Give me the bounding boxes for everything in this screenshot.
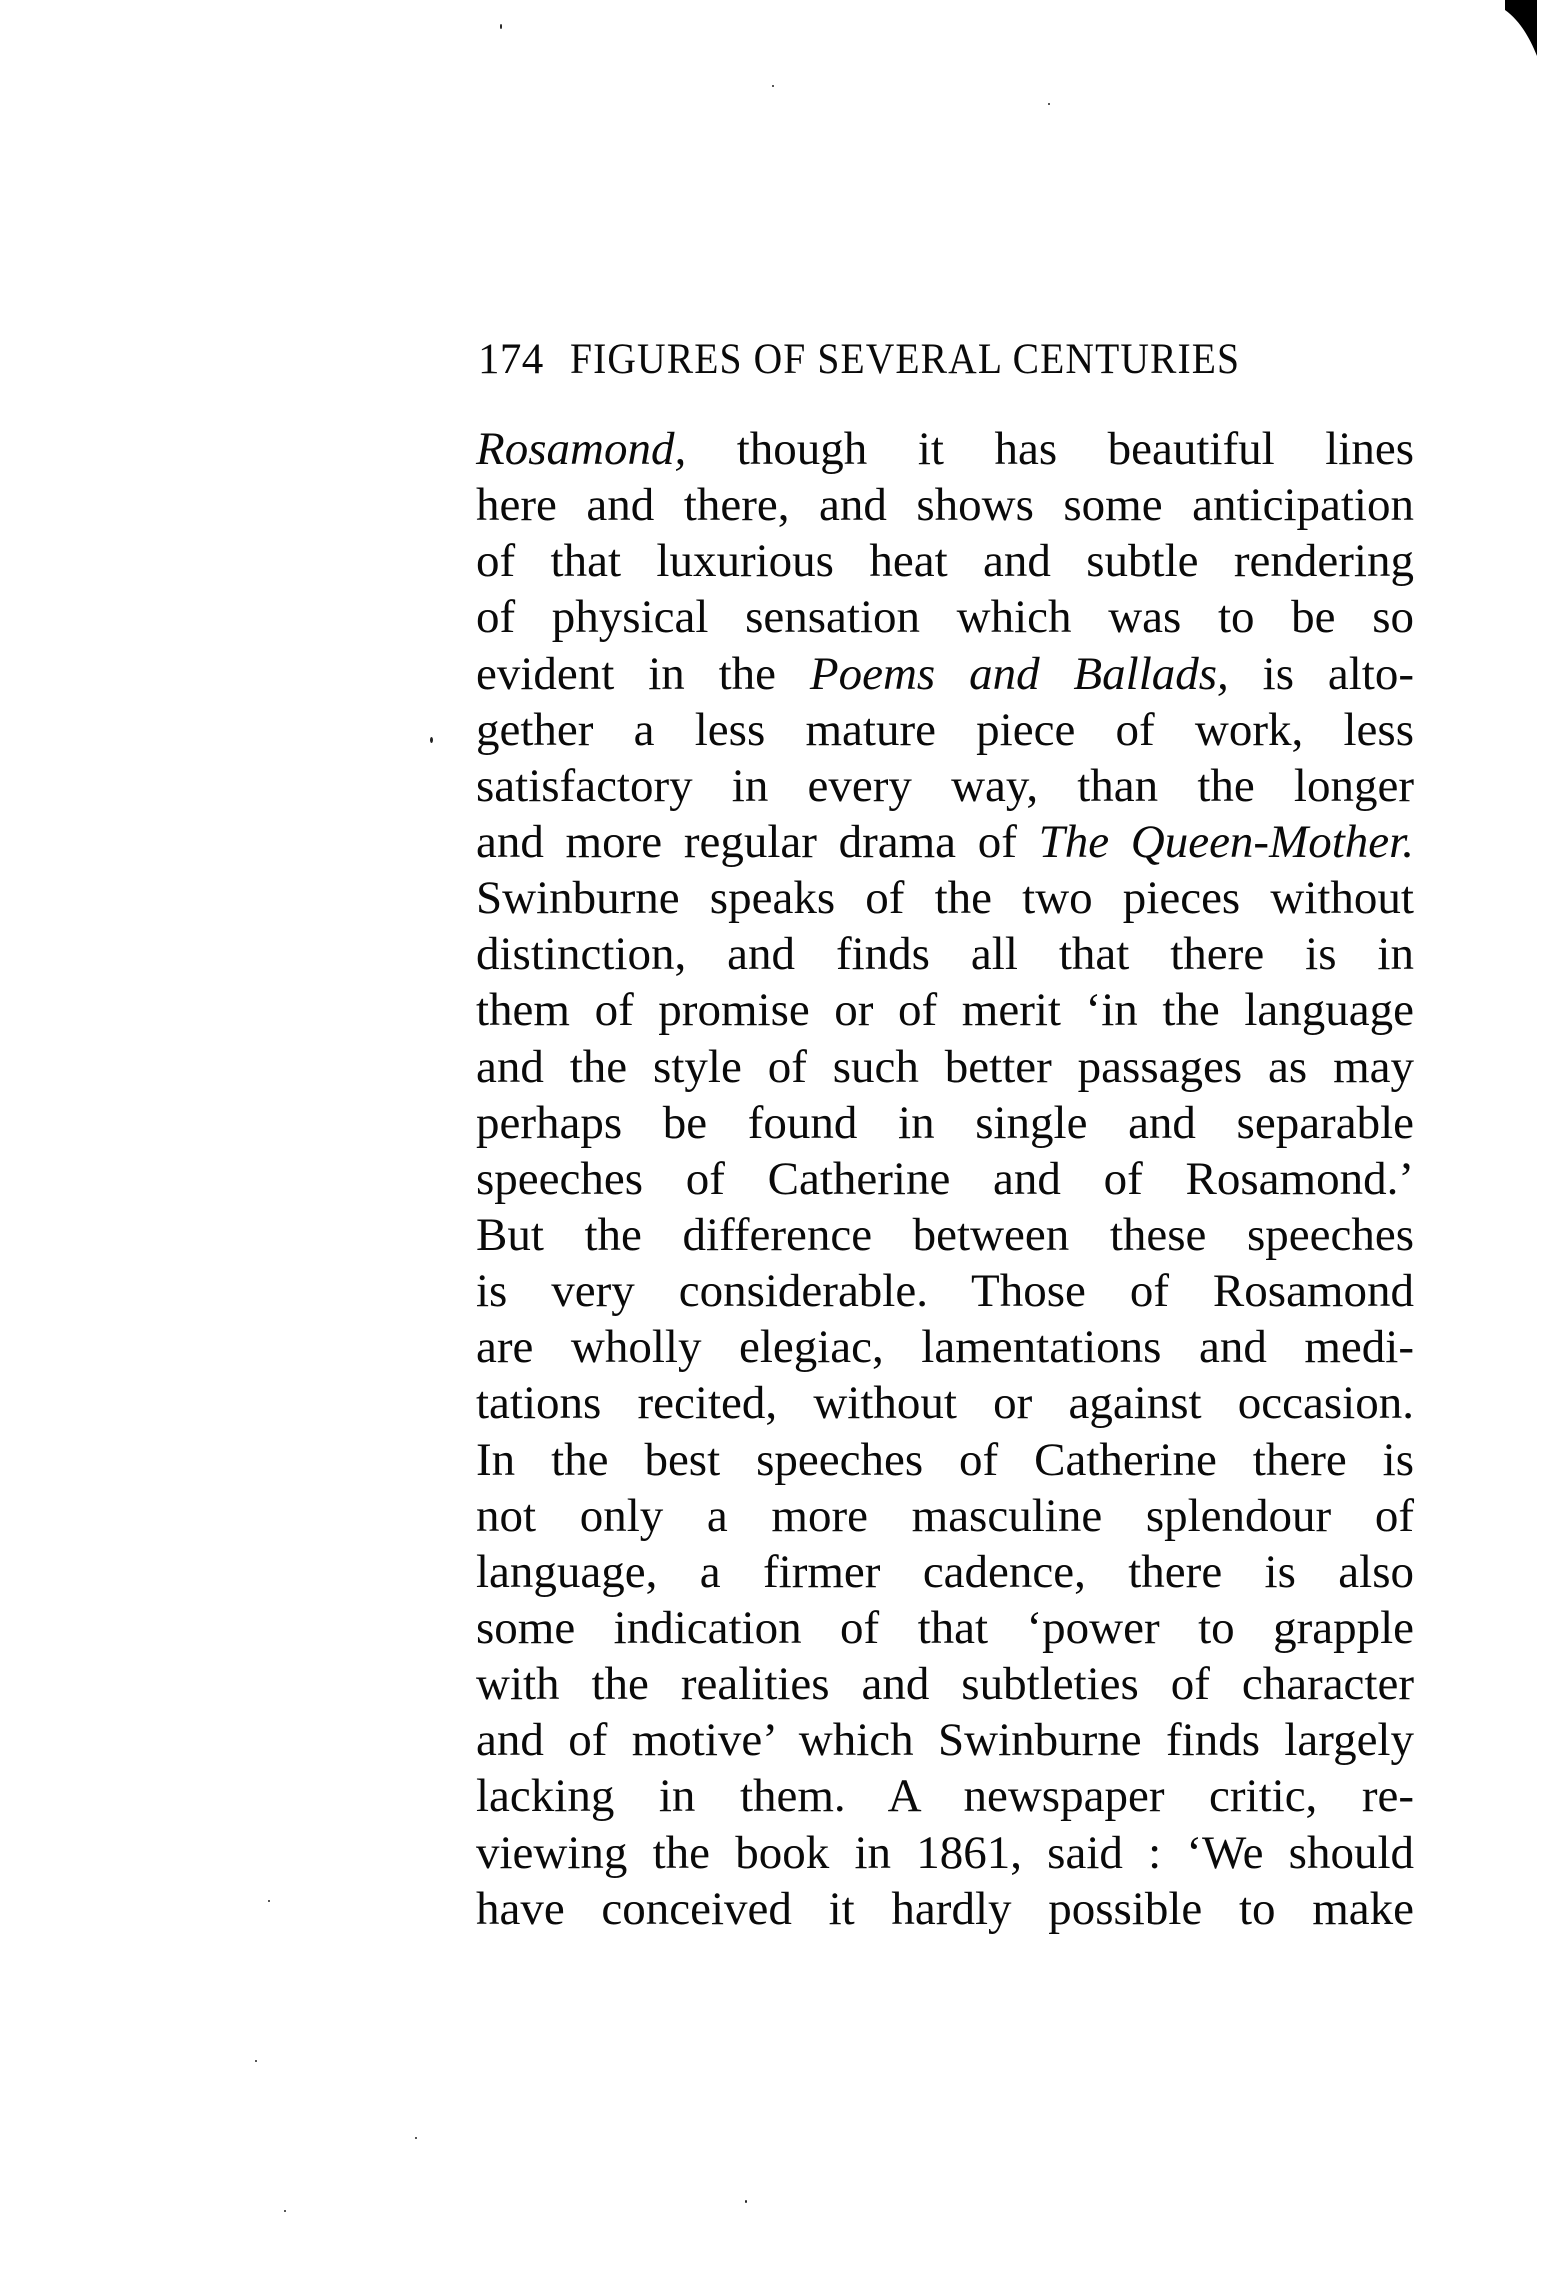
text-line bbox=[476, 1263, 1414, 1319]
text-segment: here and there, and shows some anticipation bbox=[476, 479, 1414, 532]
text-segment: is alto- bbox=[1228, 647, 1414, 700]
margin-speck bbox=[1048, 103, 1050, 105]
text-segment: distinction, and finds all that there is in bbox=[476, 928, 1414, 981]
text-segment: tations recited, without or against occasion. bbox=[476, 1377, 1414, 1430]
text-line bbox=[476, 589, 1414, 645]
text-line bbox=[476, 421, 1414, 477]
margin-speck bbox=[500, 24, 502, 29]
text-segment: perhaps be found in single and separable bbox=[476, 1096, 1414, 1149]
text-segment: and the style of such better passages as may bbox=[476, 1040, 1414, 1093]
text-segment: with the realities and subtleties of character bbox=[476, 1658, 1414, 1711]
margin-speck bbox=[772, 85, 774, 87]
text-segment: Swinburne speaks of the two pieces without bbox=[476, 872, 1414, 925]
text-line bbox=[476, 477, 1414, 533]
text-line bbox=[476, 1656, 1414, 1712]
text-segment: But the difference between these speeches bbox=[476, 1208, 1414, 1261]
text-segment: not only a more masculine splendour of bbox=[476, 1489, 1414, 1542]
text-segment: of that luxurious heat and subtle rendering bbox=[476, 535, 1414, 588]
italic-title-text: The Queen-Mother. bbox=[1038, 815, 1414, 868]
text-segment: is very considerable. Those of Rosamond bbox=[476, 1265, 1414, 1318]
text-line bbox=[476, 1544, 1414, 1600]
text-line bbox=[476, 758, 1414, 814]
text-segment: have conceived it hardly possible to make bbox=[476, 1882, 1414, 1935]
text-line bbox=[476, 814, 1414, 870]
text-line bbox=[476, 1432, 1414, 1488]
text-segment: some indication of that ‘power to grapple bbox=[476, 1601, 1414, 1654]
text-line bbox=[476, 1151, 1414, 1207]
text-segment: language, a firmer cadence, there is also bbox=[476, 1545, 1414, 1598]
margin-speck bbox=[415, 2137, 417, 2139]
page-number: 174 bbox=[478, 336, 544, 383]
italic-title-text: Rosamond, bbox=[476, 423, 687, 475]
text-line bbox=[476, 982, 1414, 1038]
text-line bbox=[476, 1319, 1414, 1375]
margin-speck bbox=[745, 2200, 747, 2203]
text-segment: evident in the bbox=[476, 647, 810, 700]
text-segment: of physical sensation which was to be so bbox=[476, 591, 1414, 644]
margin-speck bbox=[284, 2210, 286, 2212]
text-line bbox=[476, 533, 1414, 589]
text-segment: though it has beautiful lines bbox=[686, 423, 1414, 475]
running-head bbox=[478, 334, 1378, 386]
text-line bbox=[476, 702, 1414, 758]
text-segment: lacking in them. A newspaper critic, re- bbox=[476, 1770, 1414, 1823]
text-line bbox=[476, 1712, 1414, 1768]
text-segment: gether a less mature piece of work, less bbox=[476, 703, 1414, 756]
margin-speck bbox=[268, 1900, 270, 1902]
text-segment: them of promise or of merit ‘in the language bbox=[476, 984, 1414, 1037]
text-line bbox=[476, 1488, 1414, 1544]
margin-speck bbox=[430, 737, 433, 743]
page-corner-fold-mark bbox=[1483, 0, 1543, 58]
margin-speck bbox=[255, 2060, 257, 2062]
text-line bbox=[476, 1207, 1414, 1263]
text-line bbox=[476, 1768, 1414, 1824]
text-segment: and more regular drama of bbox=[476, 815, 1039, 868]
text-segment: and of motive’ which Swinburne finds largely bbox=[476, 1714, 1414, 1767]
text-segment: viewing the book in 1861, said : ‘We should bbox=[476, 1826, 1414, 1879]
text-line bbox=[476, 1881, 1414, 1937]
text-segment: are wholly elegiac, lamentations and medi- bbox=[476, 1321, 1414, 1374]
body-text bbox=[476, 421, 1414, 1937]
text-line bbox=[476, 1375, 1414, 1431]
running-head-title: FIGURES OF SEVERAL CENTURIES bbox=[569, 336, 1240, 383]
italic-title-text: Poems and Ballads, bbox=[809, 647, 1229, 700]
text-segment: satisfactory in every way, than the longer bbox=[476, 759, 1414, 812]
text-segment: In the best speeches of Catherine there is bbox=[476, 1433, 1414, 1486]
text-line bbox=[476, 1095, 1414, 1151]
text-line bbox=[476, 646, 1414, 702]
text-line bbox=[476, 926, 1414, 982]
text-line bbox=[476, 1600, 1414, 1656]
text-line bbox=[476, 870, 1414, 926]
text-line bbox=[476, 1039, 1414, 1095]
text-segment: speeches of Catherine and of Rosamond.’ bbox=[476, 1152, 1414, 1205]
text-line bbox=[476, 1825, 1414, 1881]
